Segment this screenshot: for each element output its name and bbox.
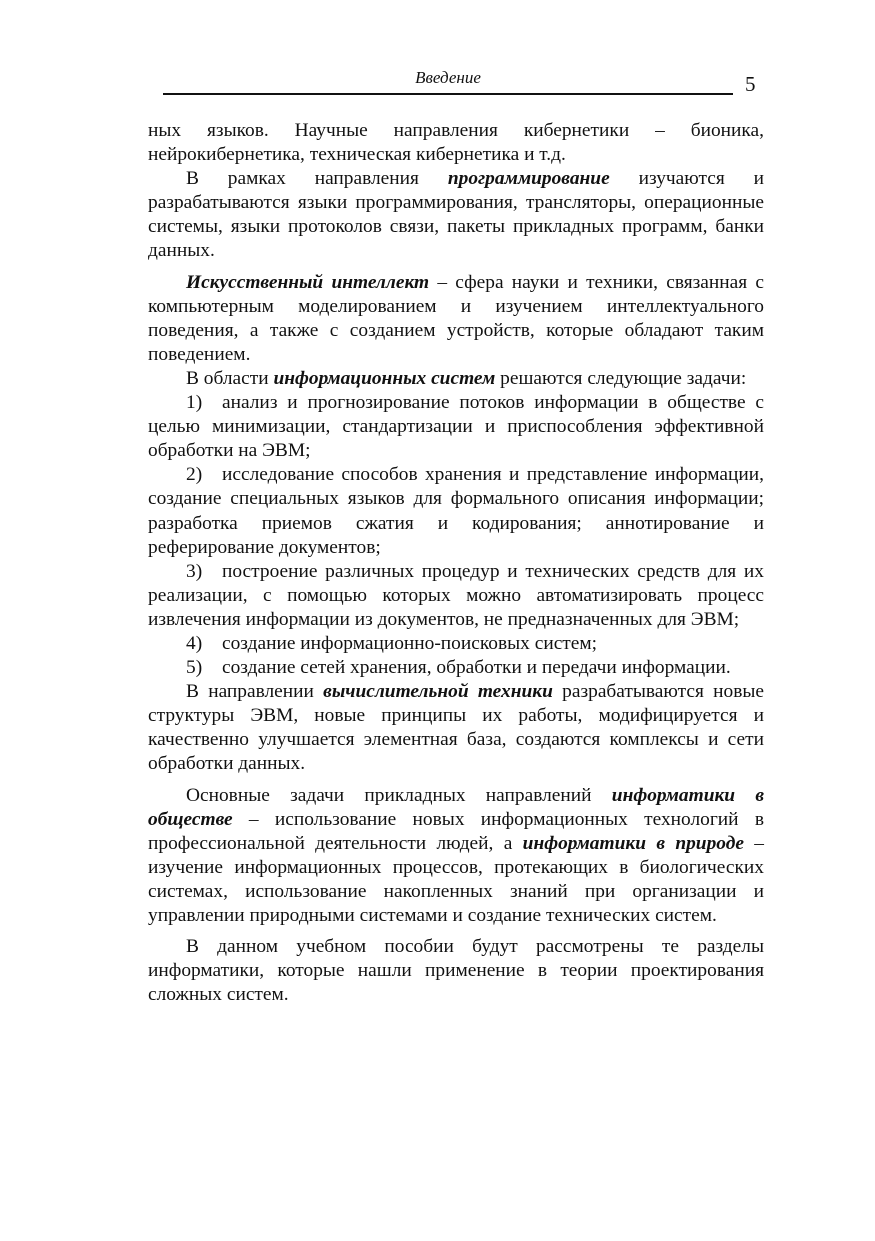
list-item-text: построение различных процедур и технических средств для их реализации, с помощью которых можно автоматизировать процесс извлечения информации из документов, не предназначенных для ЭВМ; <box>148 560 764 630</box>
term-info-systems: информационных систем <box>273 367 496 389</box>
term-informatics-nature: информатики в природе <box>522 832 744 854</box>
paragraph-text: – использование новых информационных технологий в профессиональной деятельности людей, а <box>148 808 764 854</box>
paragraph-conclusion: В данном учебном пособии будут рассмотрены те разделы информатики, которые нашли применение в теории проектирования сложных систем. <box>148 936 764 1006</box>
list-item-text: анализ и прогнозирование потоков информации в обществе с целью минимизации, стандартизации и приспособления эффективной обработки на ЭВМ; <box>148 392 764 462</box>
paragraph-ai <box>148 271 764 367</box>
paragraph-text: решаются следующие задачи: <box>495 367 747 389</box>
term-computing: вычислительной техники <box>323 681 553 703</box>
term-informatics-society: информатики в обществе <box>148 784 765 830</box>
list-item-2 <box>148 463 764 559</box>
paragraph-text: изучаются и разрабатываются языки программирования, трансляторы, операционные системы, языки протоколов связи, пакеты прикладных программ, банки данных. <box>148 168 764 262</box>
paragraph-text: Основные задачи прикладных направлений <box>186 784 612 806</box>
list-item-number: 1) <box>186 392 203 414</box>
list-item-text: создание сетей хранения, обработки и передачи информации. <box>222 657 731 679</box>
list-item-number: 3) <box>186 560 203 582</box>
paragraph-text: разрабатываются новые структуры ЭВМ, новые принципы их работы, модифицируется и качественно улучшается элементная база, создаются комплексы и сети обработки данных. <box>148 681 764 775</box>
running-header <box>163 66 733 96</box>
paragraph-text: – изучение информационных процессов, протекающих в биологических системах, использование накопленных знаний при организации и управлении природными системами и создание технических систем. <box>148 832 764 926</box>
paragraph-computing <box>148 680 764 776</box>
list-item-number: 4) <box>186 632 203 654</box>
list-item-number: 5) <box>186 657 203 679</box>
header-rule <box>163 93 733 95</box>
list-item-1 <box>148 391 764 463</box>
paragraph-text: В направлении <box>186 681 324 703</box>
paragraph-text: В рамках направления <box>186 168 448 190</box>
list-item-3 <box>148 560 764 632</box>
paragraph-applied <box>148 784 764 929</box>
term-programming: программирование <box>447 168 610 190</box>
body-text <box>148 119 764 1007</box>
paragraph-info-systems <box>148 367 764 391</box>
list-item-5 <box>148 656 764 680</box>
page-number: 5 <box>745 72 756 96</box>
list-item-text: исследование способов хранения и представление информации, создание специальных языков для формального описания информации; разработка приемов сжатия и кодирования; аннотирование и реферирование документов; <box>148 464 764 558</box>
paragraph-text: В области <box>186 367 274 389</box>
paragraph-text: – сфера науки и техники, связанная с компьютерным моделированием и изучением интеллектуального поведения, а также с созданием устройств, которые обладают таким поведением. <box>148 271 765 365</box>
paragraph-1: ных языков. Научные направления кибернетики – бионика, нейрокибернетика, техническая кибернетика и т.д. <box>148 120 764 166</box>
list-item-number: 2) <box>186 464 203 486</box>
list-item-4 <box>148 632 764 656</box>
header-title: Введение <box>415 68 481 87</box>
list-item-text: создание информационно-поисковых систем; <box>222 632 598 654</box>
term-ai: Искусственный интеллект <box>186 271 430 293</box>
paragraph-programming <box>148 167 764 263</box>
